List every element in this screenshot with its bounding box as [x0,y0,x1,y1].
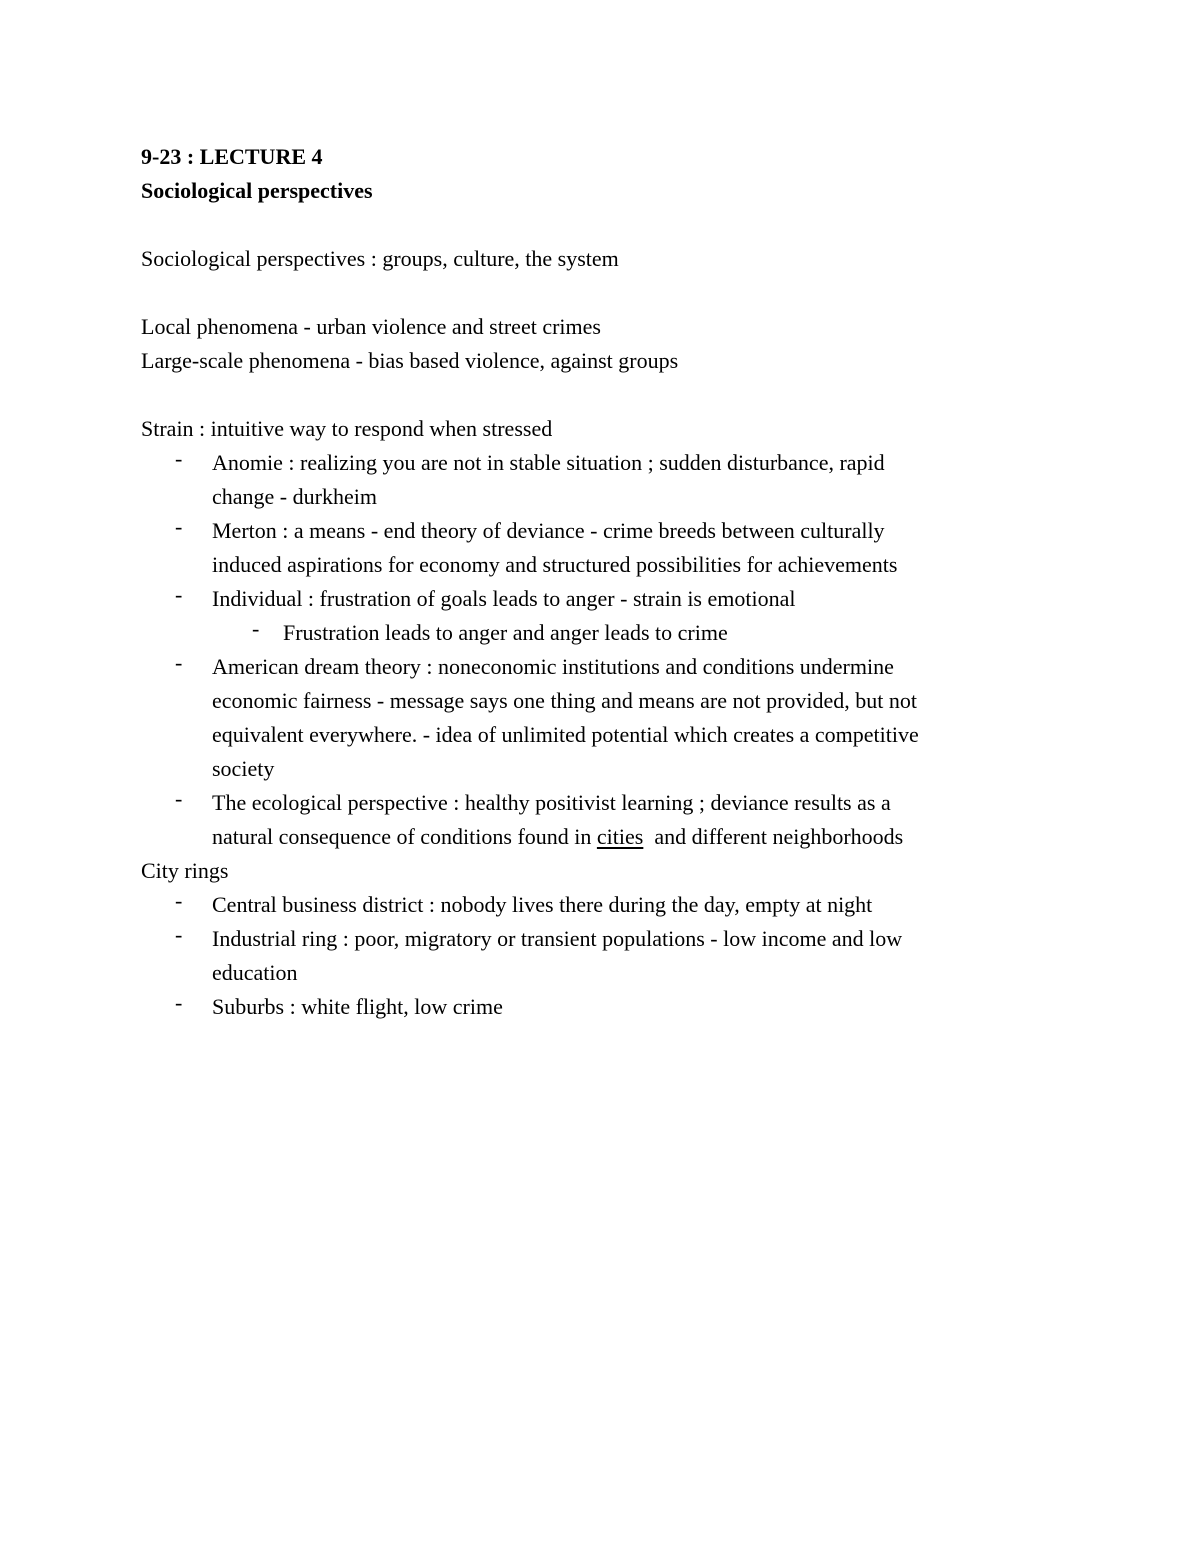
city-rings-heading: City rings [141,858,229,883]
local-phenomena-line: Local phenomena - urban violence and street crimes [141,314,601,339]
sub-list-item-frustration [141,616,1041,650]
lecture-title: 9-23 : LECTURE 4 [141,144,323,169]
list-item-text: change - durkheim [212,484,377,509]
list-item-text: education [212,960,298,985]
list-item-text: Central business district : nobody lives there during the day, empty at night [212,892,873,917]
list-item-text: economic fairness - message says one thing and means are not provided, but not [212,688,918,713]
list-item-text: Individual : frustration of goals leads to anger - strain is emotional [212,586,796,611]
dash-bullet: - [175,514,183,539]
text-run: and different neighborhoods [643,824,904,849]
lecture-subtitle: Sociological perspectives [141,178,373,203]
document-page [141,140,1041,1024]
list-item-industrial [141,922,1041,990]
spacer [141,378,1041,412]
list-item-text: society [212,756,275,781]
list-item-suburbs [141,990,1041,1024]
dash-bullet: - [175,922,183,947]
dash-bullet: - [175,650,183,675]
list-item-text [212,820,1041,854]
list-item-text: Frustration leads to anger and anger leads to crime [283,620,728,645]
underlined-word: cities [596,824,644,849]
list-item-ecological [141,786,1041,854]
list-item-american-dream [141,650,1041,786]
list-item-text: Merton : a means - end theory of deviance - crime breeds between culturally [212,518,885,543]
list-item-text: American dream theory : noneconomic institutions and conditions undermine [212,654,894,679]
strain-heading: Strain : intuitive way to respond when stressed [141,416,553,441]
list-item-text: The ecological perspective : healthy positivist learning ; deviance results as a [212,790,891,815]
list-item-text: Industrial ring : poor, migratory or transient populations - low income and low [212,926,903,951]
list-item-cbd [141,888,1041,922]
dash-bullet: - [175,446,183,471]
list-item-text: induced aspirations for economy and structured possibilities for achievements [212,552,898,577]
dash-bullet: - [175,582,183,607]
dash-bullet: - [252,616,260,641]
dash-bullet: - [175,990,183,1015]
list-item-text: Anomie : realizing you are not in stable situation ; sudden disturbance, rapid [212,450,885,475]
intro-line: Sociological perspectives : groups, culture, the system [141,246,619,271]
spacer [141,276,1041,310]
list-item-text: Suburbs : white flight, low crime [212,994,503,1019]
list-item-text: equivalent everywhere. - idea of unlimited potential which creates a competitive [212,722,919,747]
list-item-anomie [141,446,1041,514]
large-scale-phenomena-line: Large-scale phenomena - bias based violence, against groups [141,348,679,373]
list-item-individual [141,582,1041,616]
dash-bullet: - [175,786,183,811]
spacer [141,208,1041,242]
list-item-merton [141,514,1041,582]
text-run: natural consequence of conditions found in [212,824,597,849]
dash-bullet: - [175,888,183,913]
